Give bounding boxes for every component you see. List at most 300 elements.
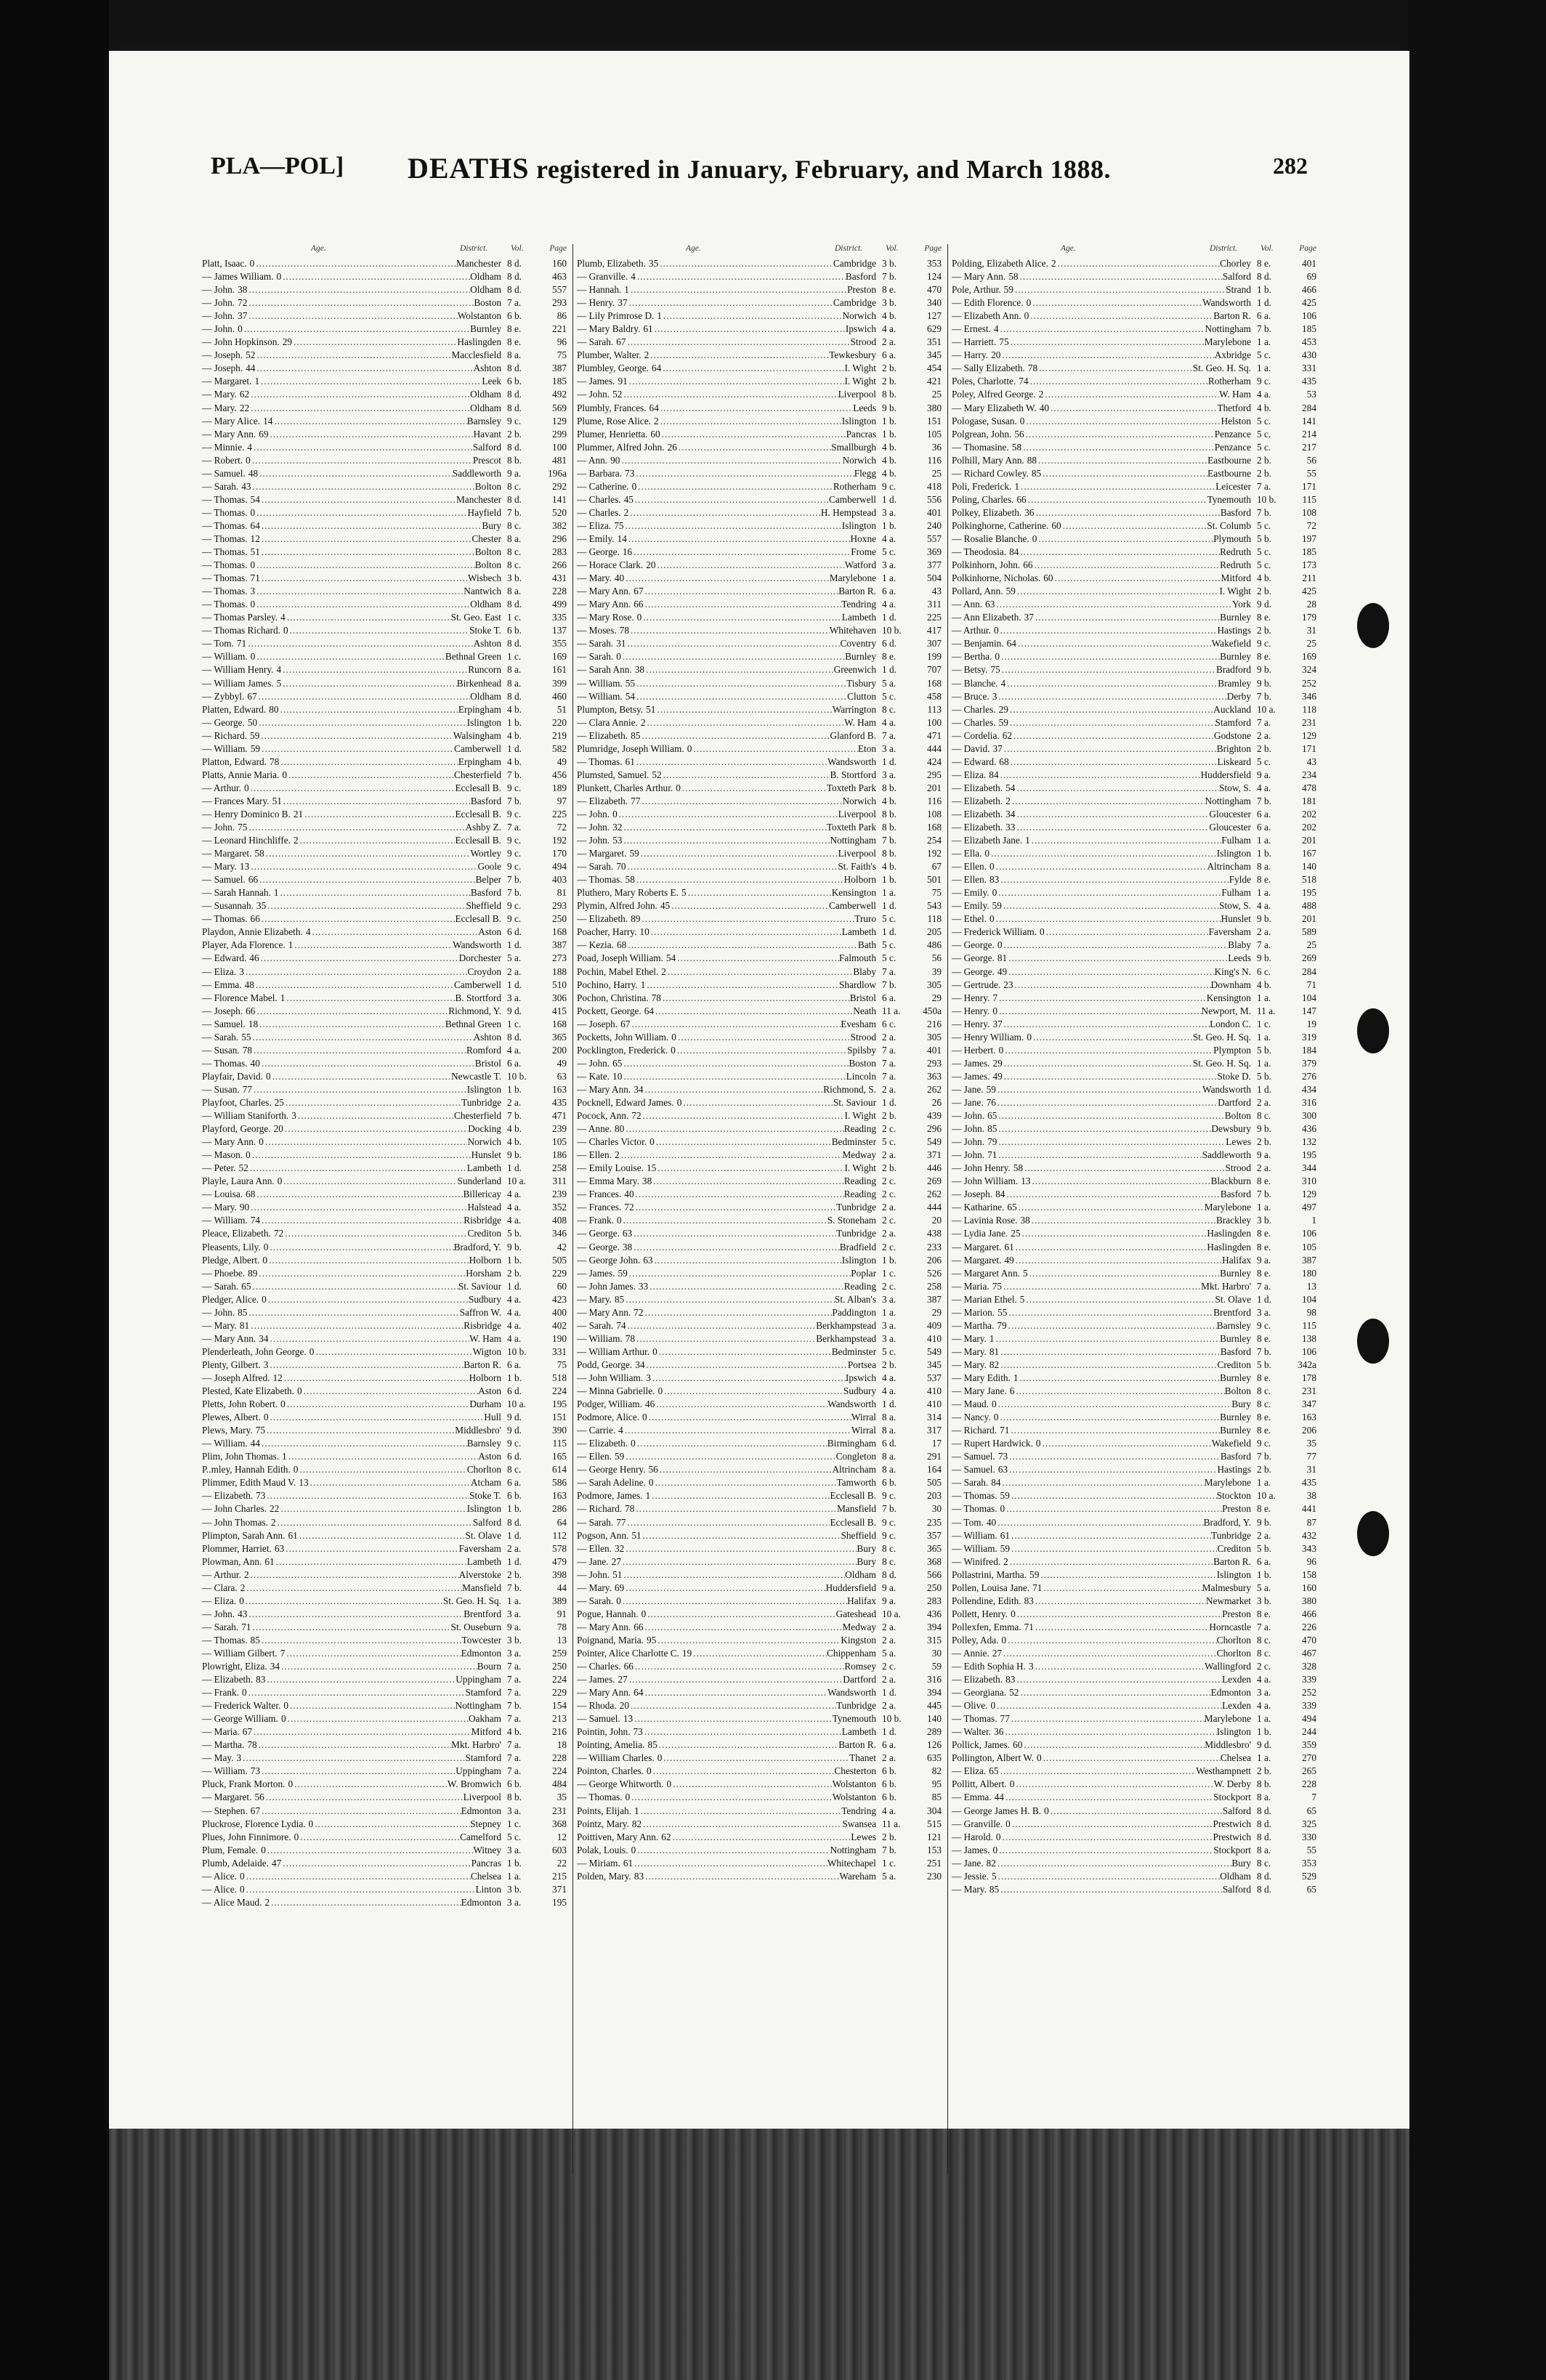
- entry-name: — James.: [577, 376, 615, 387]
- entry-name: Podger, William.: [577, 1399, 642, 1410]
- entry-district: Marylebone: [1204, 1713, 1251, 1725]
- register-entry: [577, 769, 942, 782]
- entry-district: Marylebone: [1204, 1477, 1251, 1489]
- entry-name: — Walter.: [952, 1726, 992, 1738]
- entry-district: Bradford, Y.: [453, 1241, 501, 1252]
- entry-volume: 3 a.: [882, 1293, 897, 1305]
- entry-age: 15: [646, 1162, 657, 1174]
- entry-volume: 10 b.: [1257, 493, 1276, 505]
- entry-district: Nottingham: [830, 835, 876, 846]
- entry-page: 339: [1302, 1674, 1316, 1685]
- register-entry: [952, 1831, 1316, 1844]
- entry-name: — Thomas.: [952, 1503, 997, 1515]
- leader-dots: [1013, 979, 1211, 992]
- entry-volume: 1 d.: [882, 1726, 897, 1738]
- entry-volume: 7 a.: [507, 1687, 522, 1699]
- leader-dots: [1014, 1385, 1224, 1398]
- entry-page: 352: [552, 1202, 567, 1213]
- entry-age: 64: [651, 363, 662, 374]
- entry-page: 185: [1302, 323, 1316, 335]
- leader-dots: [287, 1450, 478, 1463]
- entry-district: Burnley: [845, 651, 876, 663]
- entry-age: 0: [666, 1778, 672, 1790]
- entry-volume: 1 d.: [1257, 297, 1271, 309]
- entry-district: Tewkesbury: [829, 349, 876, 361]
- entry-district: Lambeth: [466, 1555, 501, 1567]
- entry-page: 19: [1306, 1018, 1316, 1029]
- entry-name: — William.: [202, 651, 248, 663]
- entry-district: Liverpool: [838, 808, 876, 819]
- register-entry: [577, 926, 942, 939]
- leader-dots: [1000, 663, 1216, 676]
- entry-volume: 6 a.: [1257, 822, 1271, 833]
- leader-dots: [314, 1345, 472, 1359]
- entry-page: 435: [1302, 1477, 1316, 1489]
- entry-volume: 8 e.: [1257, 1372, 1271, 1383]
- register-entry: [577, 506, 942, 519]
- register-entry: [577, 428, 942, 441]
- entry-page: 446: [927, 1162, 942, 1174]
- entry-name: — Elizabeth.: [952, 822, 1003, 833]
- entry-page: 179: [1302, 612, 1316, 623]
- entry-name: Pocknell, Edward James.: [577, 1097, 674, 1108]
- entry-name: — Rosalie Blanche.: [952, 533, 1029, 544]
- register-entry: [577, 952, 942, 965]
- leader-dots: [285, 992, 455, 1005]
- entry-name: — Charles.: [952, 703, 996, 715]
- leader-dots: [1003, 1725, 1216, 1739]
- register-entry: [952, 1070, 1316, 1083]
- entry-volume: 1 a.: [1257, 1202, 1271, 1213]
- leader-dots: [1039, 1569, 1216, 1582]
- entry-district: Chippenham: [827, 1647, 876, 1659]
- entry-age: 66: [248, 874, 259, 886]
- entry-name: — Tom.: [952, 1516, 984, 1528]
- entry-district: Barton R.: [1213, 1555, 1251, 1567]
- register-entry: [952, 1188, 1316, 1201]
- entry-name: Plews, Mary.: [202, 1425, 253, 1436]
- entry-page: 307: [927, 638, 942, 649]
- entry-name: — Annie.: [952, 1647, 989, 1659]
- entry-age: 83: [1005, 1674, 1016, 1685]
- leader-dots: [245, 1582, 462, 1595]
- entry-name: — Jane.: [577, 1555, 609, 1567]
- entry-name: — Granville.: [952, 1818, 1003, 1829]
- entry-volume: 7 a.: [1257, 1280, 1271, 1292]
- entry-district: Sudbury: [843, 1385, 876, 1397]
- entry-name: — Samuel.: [952, 1451, 995, 1462]
- entry-age: 71: [1032, 1582, 1043, 1593]
- entry-age: 27: [992, 1647, 1003, 1659]
- entry-district: Whitehaven: [829, 625, 876, 636]
- entry-name: — Margaret.: [202, 1792, 252, 1803]
- entry-page: 262: [927, 1083, 942, 1095]
- entry-district: Horsham: [466, 1267, 501, 1279]
- entry-volume: 7 b.: [1257, 1345, 1271, 1357]
- entry-volume: 9 b.: [1257, 677, 1271, 689]
- entry-district: Chorlton: [466, 1464, 501, 1476]
- entry-district: Burnley: [1220, 612, 1251, 623]
- entry-page: 216: [552, 1726, 567, 1738]
- leader-dots: [653, 1254, 842, 1267]
- entry-age: 1: [624, 284, 629, 296]
- entry-age: 60: [650, 428, 660, 440]
- register-entry: [577, 1739, 942, 1752]
- entry-volume: 5 c.: [1257, 415, 1271, 426]
- leader-dots: [282, 1175, 457, 1188]
- leader-dots: [255, 1188, 463, 1201]
- entry-district: Fulham: [1221, 887, 1251, 899]
- entry-page: 316: [1302, 1097, 1316, 1108]
- leader-dots: [1019, 546, 1220, 559]
- entry-page: 38: [1306, 1490, 1316, 1502]
- entry-age: 67: [620, 1018, 631, 1029]
- entry-volume: 1 a.: [882, 887, 897, 899]
- entry-volume: 6 b.: [507, 376, 522, 387]
- register-entry: [952, 1673, 1316, 1686]
- entry-volume: 7 a.: [1257, 480, 1271, 492]
- register-entry: [202, 1831, 567, 1844]
- entry-district: St. Olave: [465, 1529, 501, 1541]
- entry-page: 112: [552, 1529, 567, 1541]
- register-entry: [952, 703, 1316, 716]
- entry-district: Sudbury: [468, 1293, 501, 1305]
- leader-dots: [1049, 402, 1217, 415]
- entry-age: 49: [992, 1070, 1003, 1082]
- entry-name: Plimmer, Edith Maud V.: [202, 1477, 296, 1489]
- register-entry: [202, 703, 567, 716]
- entry-district: Bristol: [849, 992, 876, 1003]
- entry-age: 0: [1024, 310, 1029, 322]
- entry-district: Greenwich: [833, 664, 876, 676]
- register-entry: [202, 808, 567, 821]
- entry-age: 0: [616, 1215, 622, 1226]
- entry-volume: 4 b.: [882, 454, 897, 466]
- entry-name: — Elizabeth.: [202, 1674, 254, 1685]
- register-entry: [202, 1411, 567, 1424]
- leader-dots: [243, 323, 470, 336]
- entry-volume: 3 a.: [507, 992, 522, 1003]
- entry-district: I. Wight: [844, 363, 876, 374]
- entry-age: 59: [618, 1267, 628, 1279]
- register-entry: [202, 1739, 567, 1752]
- entry-page: 258: [552, 1162, 567, 1174]
- entry-page: 17: [931, 1438, 942, 1449]
- leader-dots: [650, 1489, 830, 1502]
- register-entry: [202, 1752, 567, 1765]
- leader-dots: [663, 1385, 843, 1398]
- entry-name: Plumpton, Betsy.: [577, 703, 644, 715]
- leader-dots: [252, 1725, 472, 1739]
- entry-page: 59: [931, 1661, 942, 1672]
- register-entry: [952, 1031, 1316, 1044]
- entry-age: 0: [1044, 1805, 1049, 1816]
- entry-district: Croydon: [467, 966, 501, 977]
- leader-dots: [634, 1188, 844, 1201]
- entry-age: 68: [616, 939, 627, 951]
- leader-dots: [1009, 756, 1218, 769]
- entry-volume: 1 a.: [1257, 336, 1271, 348]
- entry-volume: 2 c.: [882, 1123, 897, 1135]
- entry-district: Newcastle T.: [451, 1070, 501, 1082]
- entry-age: 13: [1021, 1175, 1031, 1187]
- entry-volume: 11 a.: [882, 1005, 901, 1016]
- entry-district: Bury: [482, 519, 501, 531]
- entry-name: — George.: [952, 966, 995, 977]
- entry-district: Chelsea: [1220, 1752, 1251, 1764]
- leader-dots: [260, 572, 468, 585]
- entry-age: 0: [997, 939, 1003, 951]
- entry-name: — Joseph.: [202, 363, 243, 374]
- entry-district: Saffron W.: [459, 1306, 501, 1318]
- register-entry: [952, 899, 1316, 912]
- register-entry: [202, 1083, 567, 1096]
- leader-dots: [286, 611, 451, 624]
- entry-page: 355: [552, 638, 567, 649]
- entry-district: Brentford: [464, 1608, 501, 1619]
- entry-name: — Stephen.: [202, 1805, 248, 1816]
- entry-volume: 9 a.: [1257, 769, 1271, 780]
- entry-name: — Betsy.: [952, 664, 988, 676]
- entry-volume: 11 a.: [882, 1818, 901, 1829]
- register-entry: [952, 1712, 1316, 1725]
- entry-volume: 3 a.: [882, 769, 897, 780]
- entry-page: 173: [1302, 559, 1316, 571]
- entry-name: — Rupert Hardwick.: [952, 1438, 1033, 1449]
- leader-dots: [644, 598, 842, 611]
- entry-name: — Henry.: [952, 1018, 990, 1029]
- entry-district: Wisbech: [468, 572, 501, 584]
- entry-name: — Jane.: [952, 1097, 984, 1108]
- entry-volume: 3 a.: [507, 1608, 522, 1619]
- entry-district: York: [1232, 599, 1251, 610]
- entry-name: Plewes, Albert.: [202, 1412, 261, 1423]
- entry-age: 67: [250, 1805, 261, 1816]
- entry-age: 0: [266, 1070, 271, 1082]
- entry-page: 270: [1302, 1752, 1316, 1764]
- entry-name: — Sarah.: [577, 336, 614, 348]
- entry-volume: 8 d.: [507, 284, 522, 296]
- entry-volume: 1 b.: [507, 1254, 522, 1266]
- entry-district: Islington: [466, 1083, 501, 1095]
- entry-age: 88: [1027, 454, 1037, 466]
- entry-volume: 6 d.: [882, 1438, 897, 1449]
- leader-dots: [1031, 1175, 1211, 1188]
- entry-district: Oldham: [470, 284, 501, 296]
- entry-page: 296: [927, 1123, 942, 1135]
- register-entry: [202, 1805, 567, 1818]
- entry-district: Aston: [478, 1385, 501, 1397]
- entry-page: 425: [1302, 297, 1316, 309]
- register-entry: [577, 1398, 942, 1411]
- entry-name: — Mary.: [952, 1359, 987, 1370]
- entry-name: Pollexfen, Emma.: [952, 1621, 1021, 1632]
- entry-district: Auckland: [1213, 703, 1251, 715]
- entry-volume: 5 a.: [882, 1870, 897, 1882]
- leader-dots: [1023, 1162, 1225, 1175]
- entry-page: 115: [1302, 1319, 1316, 1331]
- entry-page: 169: [552, 651, 567, 663]
- entry-name: — William.: [577, 690, 623, 702]
- entry-district: Wigton: [472, 1345, 501, 1357]
- leader-dots: [636, 480, 833, 493]
- entry-name: Playle, Laura Ann.: [202, 1175, 275, 1187]
- entry-age: 0: [1001, 1634, 1007, 1646]
- leader-dots: [252, 1044, 466, 1057]
- register-entry: [202, 1844, 567, 1857]
- entry-age: 38: [622, 1241, 633, 1252]
- entry-volume: 7 a.: [1257, 939, 1271, 951]
- register-entry: [202, 1424, 567, 1437]
- entry-age: 27: [611, 1555, 621, 1567]
- register-entry: [577, 1608, 942, 1621]
- entry-age: 0: [259, 1136, 264, 1148]
- leader-dots: [249, 1319, 464, 1332]
- entry-age: 67: [634, 586, 644, 597]
- entry-name: — Susan.: [202, 1083, 240, 1095]
- entry-page: 240: [927, 519, 942, 531]
- entry-volume: 8 e.: [507, 323, 522, 335]
- entry-age: 0: [636, 612, 642, 623]
- entry-name: — Thomas.: [202, 1057, 248, 1069]
- register-entry: [577, 1372, 942, 1385]
- register-entry: [952, 742, 1316, 756]
- entry-name: Pollen, Louisa Jane.: [952, 1582, 1030, 1593]
- entry-district: Basford: [1220, 506, 1251, 518]
- leader-dots: [1028, 1267, 1221, 1280]
- entry-page: 250: [927, 1582, 942, 1593]
- entry-volume: 8 d.: [1257, 1870, 1271, 1882]
- register-entry: [202, 402, 567, 415]
- entry-page: 63: [557, 1070, 567, 1082]
- leader-dots: [249, 782, 456, 795]
- entry-volume: 2 a.: [1257, 1097, 1271, 1108]
- entry-volume: 8 b.: [882, 822, 897, 833]
- entry-age: 0: [1026, 297, 1032, 309]
- entry-age: 75: [614, 519, 624, 531]
- entry-volume: 5 c.: [882, 939, 897, 951]
- register-entry: [202, 1542, 567, 1555]
- entry-volume: 10 b.: [882, 1713, 902, 1725]
- entry-page: 505: [927, 1477, 942, 1489]
- entry-volume: 1 b.: [507, 1372, 522, 1383]
- entry-name: Plymin, Alfred John.: [577, 900, 657, 912]
- entry-age: 32: [612, 822, 623, 833]
- entry-name: — Emily.: [952, 900, 989, 912]
- entry-district: St. Geo. East: [450, 612, 501, 623]
- entry-page: 450a: [923, 1005, 942, 1016]
- entry-volume: 9 d.: [1257, 1739, 1271, 1751]
- entry-district: Plympton: [1213, 1044, 1251, 1056]
- entry-volume: 2 c.: [882, 1175, 897, 1187]
- register-entry: [952, 1476, 1316, 1489]
- register-entry: [202, 1712, 567, 1725]
- register-entry: [952, 1044, 1316, 1057]
- entry-district: Haslingden: [1207, 1228, 1251, 1239]
- entry-name: — Thomas.: [202, 519, 248, 531]
- entry-name: — Mary Alice.: [202, 415, 261, 426]
- entry-name: — Alice Maud.: [202, 1896, 262, 1908]
- leader-dots: [997, 1109, 1224, 1122]
- register-entry: [577, 1529, 942, 1542]
- leader-dots: [311, 926, 479, 939]
- leader-dots: [997, 1870, 1221, 1883]
- entry-name: Plumsted, Samuel.: [577, 769, 649, 780]
- entry-district: Uppingham: [456, 1765, 501, 1777]
- entry-age: 78: [625, 1503, 635, 1515]
- entry-district: Chorlton: [1216, 1634, 1251, 1646]
- register-entry: [577, 939, 942, 952]
- register-entry: [202, 1359, 567, 1372]
- entry-district: Axbridge: [1214, 349, 1251, 361]
- entry-volume: 4 a.: [1257, 389, 1271, 400]
- entry-age: 65: [1007, 1202, 1017, 1213]
- entry-age: 80: [269, 703, 279, 715]
- leader-dots: [1037, 454, 1207, 467]
- entry-district: Salford: [472, 1516, 501, 1528]
- entry-page: 269: [1302, 952, 1316, 964]
- entry-volume: 1 c.: [507, 651, 522, 663]
- entry-volume: 4 b.: [882, 441, 897, 453]
- entry-volume: 1 a.: [1257, 835, 1271, 846]
- entry-page: 707: [927, 664, 942, 676]
- entry-name: — George.: [577, 1228, 620, 1239]
- entry-page: 168: [927, 677, 942, 689]
- leader-dots: [621, 650, 845, 663]
- leader-dots: [635, 690, 847, 703]
- entry-district: Wandsworth: [453, 939, 501, 951]
- entry-volume: 1 c.: [1257, 1018, 1271, 1029]
- entry-name: Plumber, Walter.: [577, 349, 642, 361]
- leader-dots: [259, 729, 453, 742]
- entry-page: 262: [927, 1189, 942, 1200]
- entry-district: Liverpool: [838, 389, 876, 400]
- entry-age: 74: [1019, 376, 1029, 387]
- entry-page: 75: [931, 887, 942, 899]
- entry-volume: 2 b.: [1257, 1464, 1271, 1476]
- entry-district: Camelford: [460, 1831, 501, 1842]
- register-entry: [952, 1083, 1316, 1096]
- entry-page: 399: [552, 677, 567, 689]
- entry-volume: 2 a.: [882, 1700, 897, 1712]
- entry-district: Bethnal Green: [445, 1018, 501, 1029]
- entry-age: 0: [283, 1700, 289, 1712]
- entry-district: Bramley: [1218, 677, 1251, 689]
- entry-name: — Anne.: [577, 1123, 612, 1135]
- entry-district: Ecclesall B.: [830, 1490, 876, 1502]
- entry-age: 34: [270, 1661, 280, 1672]
- entry-name: — Lavinia Rose.: [952, 1215, 1018, 1226]
- leader-dots: [676, 1031, 851, 1044]
- entry-page: 436: [927, 1608, 942, 1619]
- entry-district: Islington: [841, 519, 876, 531]
- leader-dots: [1034, 1595, 1206, 1608]
- entry-age: 60: [1051, 519, 1061, 531]
- entry-age: 59: [615, 1451, 625, 1462]
- leader-dots: [1022, 1739, 1205, 1752]
- entry-age: 91: [618, 376, 628, 387]
- entry-name: — Eliza.: [202, 1595, 237, 1606]
- leader-dots: [1001, 1476, 1205, 1489]
- leader-dots: [622, 1057, 849, 1070]
- entry-district: Birmingham: [827, 1438, 876, 1449]
- entry-volume: 8 e.: [1257, 1241, 1271, 1252]
- entry-district: Stoke D.: [1217, 1070, 1251, 1082]
- leader-dots: [670, 899, 829, 912]
- register-entry: [577, 1332, 942, 1345]
- entry-page: 178: [1302, 1372, 1316, 1383]
- register-entry: [577, 729, 942, 742]
